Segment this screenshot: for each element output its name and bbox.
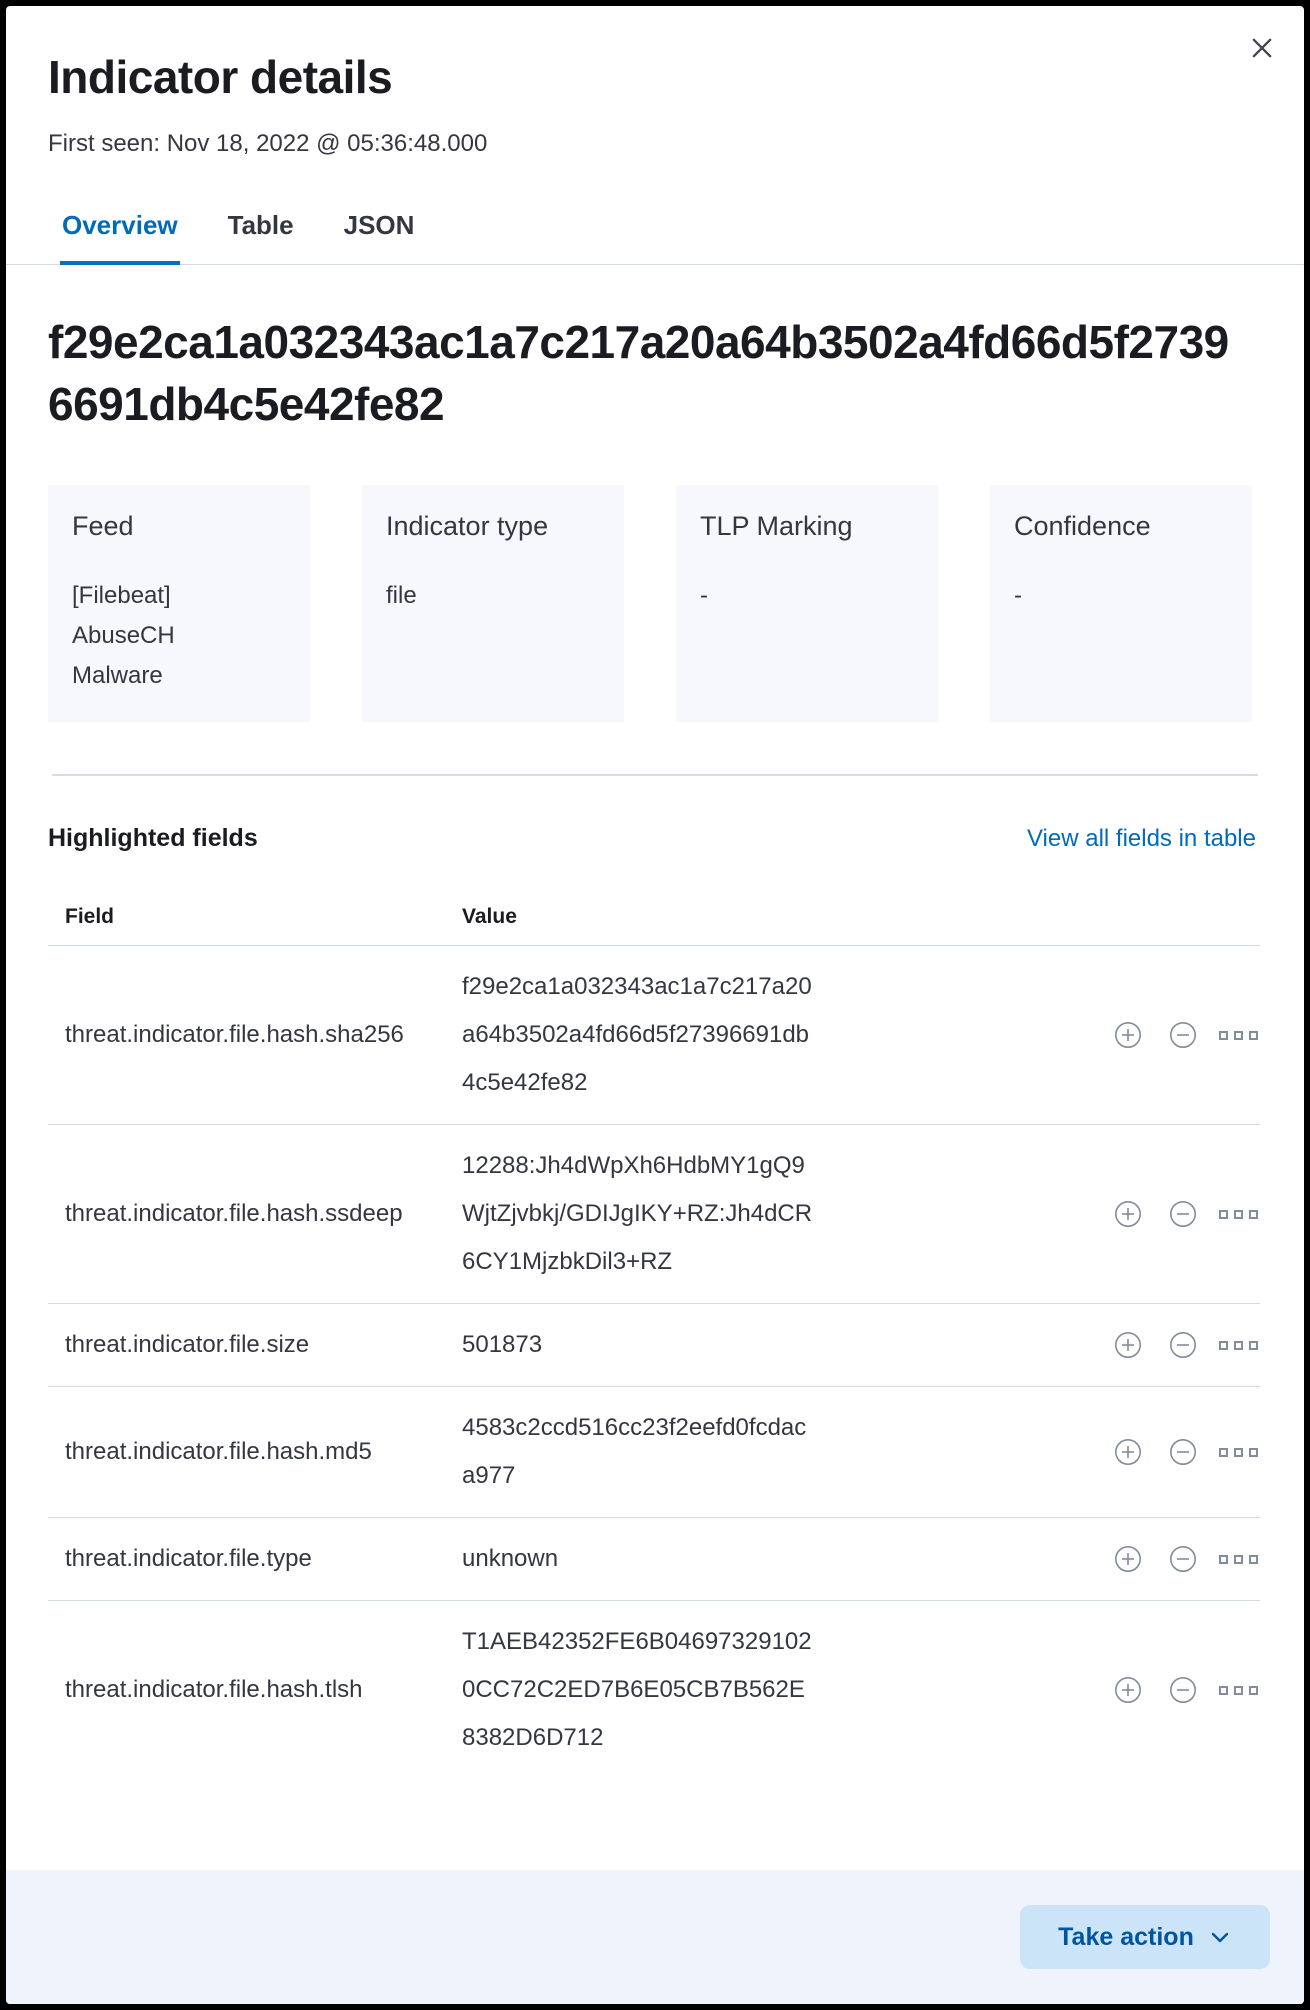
table-header-row xyxy=(48,905,1260,946)
table-row xyxy=(48,1125,1260,1304)
more-actions-icon[interactable] xyxy=(1224,1200,1252,1228)
view-all-fields-link[interactable]: View all fields in table xyxy=(1027,825,1260,853)
highlighted-fields-table xyxy=(48,905,1260,1779)
field-name: threat.indicator.file.hash.tlsh xyxy=(65,1676,363,1703)
field-value: 12288:Jh4dWpXh6HdbMY1gQ9WjtZjvbkj/GDIJgIKY+RZ:Jh4dCR6CY1MjzbkDil3+RZ xyxy=(462,1152,813,1275)
field-name: threat.indicator.file.type xyxy=(65,1545,312,1572)
filter-out-icon[interactable] xyxy=(1169,1200,1197,1228)
field-name: threat.indicator.file.hash.md5 xyxy=(65,1438,372,1465)
field-name: threat.indicator.file.hash.sha256 xyxy=(65,1021,404,1048)
field-value: f29e2ca1a032343ac1a7c217a20a64b3502a4fd66d5f27396691db4c5e42fe82 xyxy=(462,973,812,1096)
first-seen-label: First seen: Nov 18, 2022 @ 05:36:48.000 xyxy=(48,130,488,157)
panel-value: file xyxy=(386,582,417,609)
indicator-hash-title: f29e2ca1a032343ac1a7c217a20a64b3502a4fd66d5f27396691db4c5e42fe82 xyxy=(48,316,1229,430)
field-value: 501873 xyxy=(462,1331,543,1358)
filter-out-icon[interactable] xyxy=(1169,1021,1197,1049)
table-row xyxy=(48,1387,1260,1518)
close-icon[interactable] xyxy=(1244,30,1280,66)
tab-overview[interactable]: Overview xyxy=(60,200,180,265)
take-action-label: Take action xyxy=(1058,1922,1194,1951)
panel-title: TLP Marking xyxy=(700,511,853,541)
more-actions-icon[interactable] xyxy=(1224,1021,1252,1049)
panel-value: [Filebeat] AbuseCH Malware xyxy=(72,582,175,689)
highlighted-fields-heading: Highlighted fields xyxy=(48,824,258,852)
table-row xyxy=(48,1601,1260,1779)
flyout-footer xyxy=(6,1870,1304,2004)
column-header-field: Field xyxy=(65,905,115,928)
panel-value: - xyxy=(700,582,708,609)
panel-title: Feed xyxy=(72,511,134,541)
filter-in-icon[interactable] xyxy=(1114,1021,1142,1049)
table-row xyxy=(48,1304,1260,1387)
chevron-down-icon xyxy=(1208,1925,1232,1949)
divider xyxy=(52,774,1258,776)
take-action-button[interactable] xyxy=(1020,1905,1270,1969)
filter-out-icon[interactable] xyxy=(1169,1331,1197,1359)
panel-feed xyxy=(48,485,310,722)
field-value: 4583c2ccd516cc23f2eefd0fcdaca977 xyxy=(462,1414,807,1489)
summary-panels xyxy=(48,485,1260,722)
more-actions-icon[interactable] xyxy=(1224,1438,1252,1466)
field-value: T1AEB42352FE6B046973291020CC72C2ED7B6E05CB7B562E8382D6D712 xyxy=(462,1628,812,1751)
page-title: Indicator details xyxy=(48,51,393,103)
field-value: unknown xyxy=(462,1545,559,1572)
filter-in-icon[interactable] xyxy=(1114,1331,1142,1359)
tab-bar xyxy=(6,200,1304,265)
table-row xyxy=(48,946,1260,1125)
panel-confidence xyxy=(990,485,1252,722)
panel-title: Indicator type xyxy=(386,511,549,541)
table-row xyxy=(48,1518,1260,1601)
tab-table[interactable]: Table xyxy=(226,200,296,265)
filter-out-icon[interactable] xyxy=(1169,1438,1197,1466)
filter-in-icon[interactable] xyxy=(1114,1676,1142,1704)
field-name: threat.indicator.file.size xyxy=(65,1331,310,1358)
filter-out-icon[interactable] xyxy=(1169,1676,1197,1704)
more-actions-icon[interactable] xyxy=(1224,1676,1252,1704)
more-actions-icon[interactable] xyxy=(1224,1545,1252,1573)
more-actions-icon[interactable] xyxy=(1224,1331,1252,1359)
filter-out-icon[interactable] xyxy=(1169,1545,1197,1573)
filter-in-icon[interactable] xyxy=(1114,1438,1142,1466)
panel-tlp-marking xyxy=(676,485,938,722)
field-name: threat.indicator.file.hash.ssdeep xyxy=(65,1200,403,1227)
filter-in-icon[interactable] xyxy=(1114,1545,1142,1573)
panel-indicator-type xyxy=(362,485,624,722)
panel-value: - xyxy=(1014,582,1022,609)
panel-title: Confidence xyxy=(1014,511,1151,541)
tab-json[interactable]: JSON xyxy=(342,200,417,265)
filter-in-icon[interactable] xyxy=(1114,1200,1142,1228)
column-header-value: Value xyxy=(462,905,517,928)
